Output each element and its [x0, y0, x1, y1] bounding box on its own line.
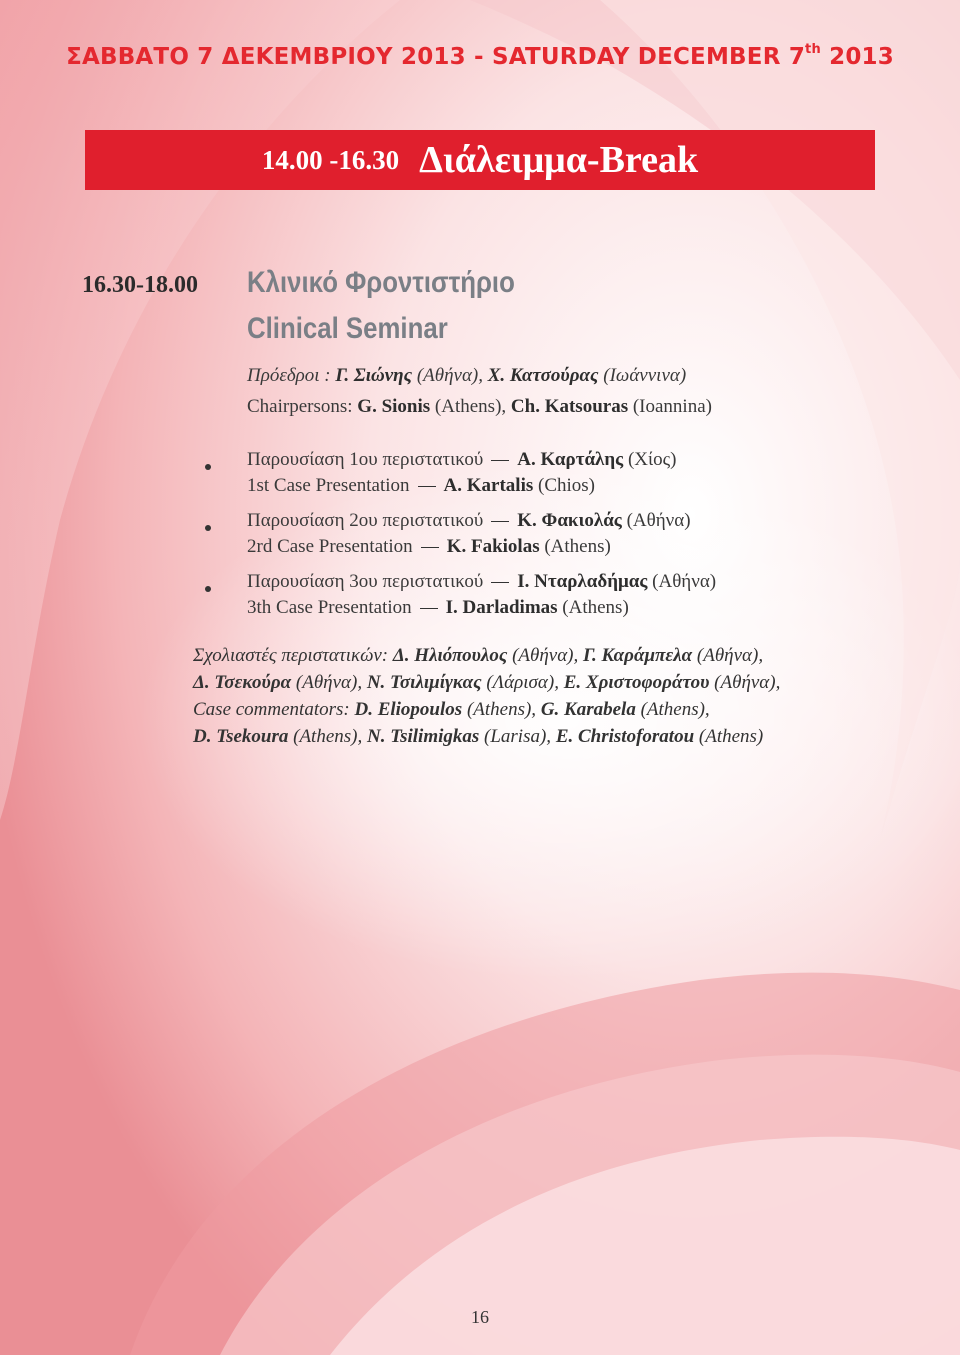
commentator-name: E. Christoforatou: [555, 726, 695, 747]
break-time: 14.00 -16.30: [261, 144, 400, 175]
commentators-line-2: [193, 672, 780, 694]
page-header-date: [0, 44, 960, 70]
presenter-city: (Χίος): [623, 449, 677, 470]
presenter-name: Ι. Νταρλαδήμας: [517, 571, 648, 592]
chair1-city-en: (Athens),: [430, 396, 511, 417]
chair1-name-gr: Γ. Σιώνης: [335, 365, 413, 386]
commentator-city: (Αθήνα),: [291, 672, 367, 693]
bullet-icon: [205, 464, 211, 470]
dash-icon: [491, 582, 509, 584]
presenter-city: (Athens): [539, 536, 611, 557]
presenter-name: A. Kartalis: [443, 475, 534, 496]
commentator-city: (Αθήνα),: [709, 672, 781, 693]
presentation-label: 2rd Case Presentation: [247, 536, 413, 557]
presentation-1-english: [247, 475, 595, 497]
chair2-name-en: Ch. Katsouras: [510, 396, 629, 417]
presenter-name: Α. Καρτάλης: [517, 449, 624, 470]
presentation-3-greek: [247, 571, 716, 593]
commentator-city: (Αθήνα),: [692, 645, 764, 666]
bullet-icon: [205, 586, 211, 592]
bullet-icon: [205, 525, 211, 531]
commentator-city: (Λάρισα),: [481, 672, 564, 693]
presenter-name: K. Fakiolas: [446, 536, 540, 557]
commentator-city: (Athens): [694, 726, 764, 747]
dash-icon: [491, 521, 509, 523]
presenter-city: (Αθήνα): [647, 571, 717, 592]
presenter-name: I. Darladimas: [445, 597, 558, 618]
commentator-city: (Αθήνα),: [507, 645, 584, 666]
chairs-label-en: Chairpersons:: [247, 396, 358, 417]
chair2-name-gr: Χ. Κατσούρας: [487, 365, 599, 386]
commentator-name: Ν. Τσιλιμίγκας: [366, 672, 482, 693]
presentation-label: Παρουσίαση 1ου περιστατικού: [247, 449, 484, 470]
commentator-name: Ε. Χριστοφοράτου: [563, 672, 710, 693]
header-date-sup: th: [805, 42, 821, 58]
chair1-name-en: G. Sionis: [357, 396, 431, 417]
chair2-city-en: (Ioannina): [628, 396, 712, 417]
commentator-name: Δ. Ηλιόπουλος: [392, 645, 508, 666]
commentators-label-en: Case commentators:: [193, 699, 355, 720]
commentator-name: D. Eliopoulos: [354, 699, 463, 720]
session-time: 16.30-18.00: [82, 272, 198, 298]
dash-icon: [420, 608, 438, 610]
commentator-city: (Athens),: [288, 726, 367, 747]
chairpersons-english: [247, 396, 712, 418]
presenter-city: (Athens): [557, 597, 629, 618]
chairs-label-gr: Πρόεδροι :: [247, 365, 336, 386]
presentation-label: 1st Case Presentation: [247, 475, 410, 496]
header-date-year: 2013: [820, 44, 894, 70]
commentator-city: (Larisa),: [479, 726, 556, 747]
commentator-city: (Athens),: [462, 699, 541, 720]
session-title-greek: Κλινικό Φροντιστήριο: [247, 266, 515, 299]
dash-icon: [418, 486, 436, 488]
presentation-label: Παρουσίαση 3ου περιστατικού: [247, 571, 484, 592]
header-date-text: ΣΑΒΒΑΤΟ 7 ΔΕΚΕΜΒΡΙΟΥ 2013 - SATURDAY DECEMBER 7: [66, 44, 806, 70]
presentation-2-greek: [247, 510, 691, 532]
chair2-city-gr: (Ιωάννινα): [598, 365, 687, 386]
session-title-english: Clinical Seminar: [247, 312, 448, 345]
presentation-3-english: [247, 597, 629, 619]
presenter-name: Κ. Φακιολάς: [517, 510, 622, 531]
commentator-city: (Athens),: [635, 699, 710, 720]
break-title: Διάλειμμα-Break: [419, 139, 699, 181]
page-number: 16: [471, 1307, 489, 1327]
commentator-name: D. Tsekoura: [193, 726, 289, 747]
commentator-name: Δ. Τσεκούρα: [193, 672, 292, 693]
presentation-1-greek: [247, 449, 676, 471]
presentation-label: 3th Case Presentation: [247, 597, 412, 618]
commentators-line-3: [193, 699, 710, 721]
presentation-2-english: [247, 536, 611, 558]
presentation-label: Παρουσίαση 2ου περιστατικού: [247, 510, 484, 531]
commentators-label-gr: Σχολιαστές περιστατικών:: [193, 645, 393, 666]
presenter-city: (Chios): [533, 475, 595, 496]
commentator-name: G. Karabela: [540, 699, 636, 720]
commentator-name: N. Tsilimigkas: [367, 726, 480, 747]
chair1-city-gr: (Αθήνα),: [412, 365, 488, 386]
chairpersons-greek: [247, 365, 686, 387]
commentators-line-1: [193, 645, 763, 667]
dash-icon: [491, 460, 509, 462]
dash-icon: [421, 547, 439, 549]
commentators-line-4: [193, 726, 763, 748]
commentator-name: Γ. Καράμπελα: [583, 645, 693, 666]
break-banner: [85, 130, 875, 190]
presenter-city: (Αθήνα): [621, 510, 691, 531]
